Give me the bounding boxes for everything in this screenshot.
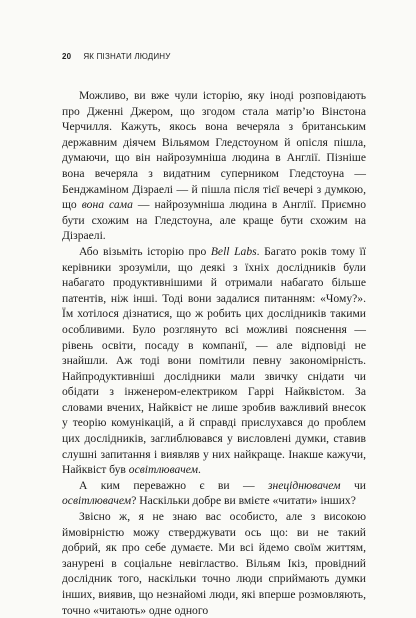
text-run: Або візьміть історію про (79, 244, 211, 258)
text-run: А ким переважно є ви — (79, 478, 268, 492)
italic-text: Bell Labs (210, 244, 257, 258)
paragraph (62, 478, 366, 509)
running-title: ЯК ПІЗНАТИ ЛЮДИНУ (83, 52, 171, 61)
body-text (62, 88, 366, 618)
text-run: Можливо, ви вже чули історію, яку іноді розповідають про Дженні Джером, що згодом стала матір’ю Вінстона Черчилля. Кажуть, якось вона вечеряла з британським державним діячем Вільямом Гледстоуном й опісля пішла, думаючи, що він найрозумніша людина в Англії. Пізніше вона вечеряла з видатним суперником Гледстоуна — Бенджаміном Дізраелі — й пішла після тієї вечері з думкою, що (62, 89, 366, 212)
paragraph (62, 509, 366, 618)
running-header (62, 52, 171, 61)
italic-text: вона сама (81, 198, 133, 212)
italic-text: освітлювачем (128, 463, 198, 477)
page-number: 20 (62, 52, 72, 61)
text-run: Звісно ж, я не знаю вас особисто, але з високою ймовірністю можу стверджувати ось що: ви не такий добрий, як про себе думаєте. Ми всі йдемо своїм життям, занурені в соціальне невігластво. Вільям Ікіз, провідний дослідник того, наскільки точно люди сприймають думки інших, виявив, що незнайомі люди, які вперше розмовляють, точно «читають» одне одного (62, 510, 366, 617)
italic-text: знеціднювачем (267, 478, 341, 492)
text-run: ? Наскільки добре ви вмієте «читати» інших? (131, 494, 356, 508)
italic-text: освітлювачем (62, 494, 132, 508)
text-run: . Багато років тому її керівники зрозуміли, що деякі з їхніх дослідників були набагато продуктивнішими й отримали набагато більше патентів, ніж інші. Тоді вони задалися питанням: «Чому?». Їм хотілося дізнатися, що ж робить цих дослідників такими особливими. Було розглянуто всі можливі пояснення — рівень освіти, посаду в компанії, — але відповіді не знайшли. Аж тоді вони помітили певну закономірність. Найпродуктивніші дослідники мали звичку снідати чи обідати з інженером-електриком Гаррі Найквістом. За словами вчених, Найквіст не лише зробив важливий внесок у теорію комунікацій, а й справді прислухався до проблем цих дослідників, заглиблювався у висловлені думки, ставив слушні запитання і виявляв у них найкраще. Інакше кажучи, Найквіст був (62, 244, 366, 477)
paragraph (62, 88, 366, 244)
text-run: чи (340, 478, 366, 492)
text-run: . (197, 463, 201, 477)
paragraph (62, 244, 366, 478)
text-run: — найрозумніша людина в Англії. Приємно бути схожим на Гледстоуна, але краще бути схожим на Дізраелі. (62, 198, 366, 243)
